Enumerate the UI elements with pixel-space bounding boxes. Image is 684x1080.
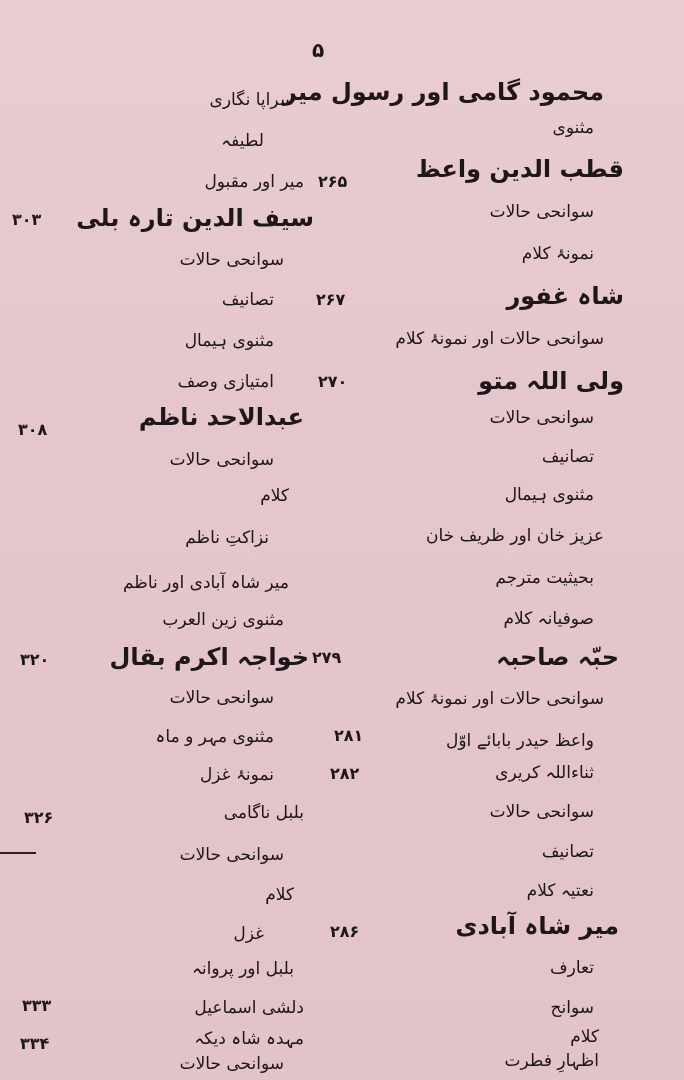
toc-subentry: میر شاہ آبادی اور ناظم: [122, 573, 289, 593]
toc-subentry: کلام: [260, 486, 289, 506]
toc-subentry: نعتیہ کلام: [526, 881, 594, 901]
toc-subentry: نزاکتِ ناظم: [185, 528, 269, 548]
toc-subentry: لطیفہ: [221, 131, 264, 151]
toc-heading: خواجہ اکرم بقال: [109, 643, 309, 671]
toc-heading: شاہ غفور: [506, 282, 624, 310]
toc-subentry: اظہارِ فطرت: [504, 1051, 599, 1071]
toc-subentry: بلبل اور پروانہ: [191, 959, 294, 979]
toc-subentry: نمونۂ کلام: [521, 244, 594, 264]
page-ref-number: ۳۳۳: [22, 996, 52, 1015]
toc-subentry: سوانحی حالات: [169, 450, 274, 470]
toc-subentry: کلام: [570, 1027, 599, 1047]
toc-subentry: عزیز خان اور ظریف خان: [426, 526, 604, 546]
toc-subentry: سوانحی حالات: [489, 802, 594, 822]
page-ref-number: ۳۲۰: [20, 650, 50, 669]
toc-subentry: سوانحی حالات اور نمونۂ کلام: [395, 329, 604, 349]
toc-heading: ولی اللہ متو: [478, 367, 624, 395]
toc-heading: قطب الدین واعظ: [415, 155, 624, 183]
toc-subentry: بحیثیت مترجم: [495, 568, 594, 588]
page-ref-number: ۳۳۴: [20, 1034, 50, 1053]
separator-dash: [0, 852, 36, 854]
toc-heading: سیف الدین تارہ بلی: [76, 204, 314, 232]
toc-subentry: سراپا نگاری: [209, 90, 294, 110]
page-ref-number: ۲۶۷: [316, 290, 346, 309]
toc-heading: واعظ حیدر بابائے اوّل: [446, 731, 594, 751]
page-ref-number: ۳۲۶: [24, 808, 54, 827]
toc-subentry: غزل: [233, 924, 264, 944]
toc-subentry: سوانحی حالات اور نمونۂ کلام: [395, 689, 604, 709]
toc-subentry: سوانحی حالات: [179, 250, 284, 270]
toc-subentry: مثنوی: [552, 118, 594, 138]
toc-subentry: سوانحی حالات: [489, 408, 594, 428]
toc-subentry: سوانح: [550, 998, 594, 1018]
page-ref-number: ۲۸۶: [330, 922, 360, 941]
toc-subentry: نمونۂ غزل: [199, 765, 274, 785]
toc-subentry: سوانحی حالات: [169, 688, 274, 708]
toc-subentry: تصانیف: [221, 290, 274, 310]
page-ref-number: ۳۰۸: [18, 420, 48, 439]
page-ref-number: ۲۶۵: [318, 172, 348, 191]
page-ref-number: ۳۰۳: [12, 210, 42, 229]
page-ref-number: ۲۸۲: [330, 764, 360, 783]
toc-subentry: تصانیف: [541, 447, 594, 467]
toc-heading: بلبل ناگامی: [223, 803, 304, 823]
toc-heading: حبّہ صاحبہ: [496, 643, 619, 671]
page-number: ۵: [312, 38, 325, 62]
toc-subentry: مثنوی ہیمال: [184, 331, 274, 351]
toc-subentry: مثنوی زین العرب: [162, 610, 284, 630]
toc-heading: دلشی اسماعیل: [194, 998, 304, 1018]
toc-subentry: مثنوی ہیمال: [504, 485, 594, 505]
page-ref-number: ۲۸۱: [334, 726, 364, 745]
toc-heading: محمود گامی اور رسول میر: [283, 78, 604, 106]
toc-subentry: مثنوی مہر و ماہ: [155, 727, 274, 747]
toc-subentry: تصانیف: [541, 842, 594, 862]
toc-subentry: سوانحی حالات: [179, 845, 284, 865]
toc-heading: مہدہ شاہ دیکہ: [194, 1029, 304, 1049]
page-ref-number: ۲۷۹: [312, 648, 342, 667]
toc-subentry: صوفیانہ کلام: [503, 609, 594, 629]
toc-heading: ثناءاللہ کریری: [495, 763, 594, 783]
toc-heading: میر شاہ آبادی: [455, 912, 619, 940]
toc-subentry: میر اور مقبول: [204, 172, 304, 192]
toc-subentry: سوانحی حالات: [489, 202, 594, 222]
toc-subentry: کلام: [265, 885, 294, 905]
toc-subentry: سوانحی حالات: [179, 1054, 284, 1074]
toc-subentry: تعارف: [550, 958, 594, 978]
page-ref-number: ۲۷۰: [318, 372, 348, 391]
toc-heading: عبدالاحد ناظم: [138, 403, 304, 431]
toc-subentry: امتیازی وصف: [177, 372, 274, 392]
